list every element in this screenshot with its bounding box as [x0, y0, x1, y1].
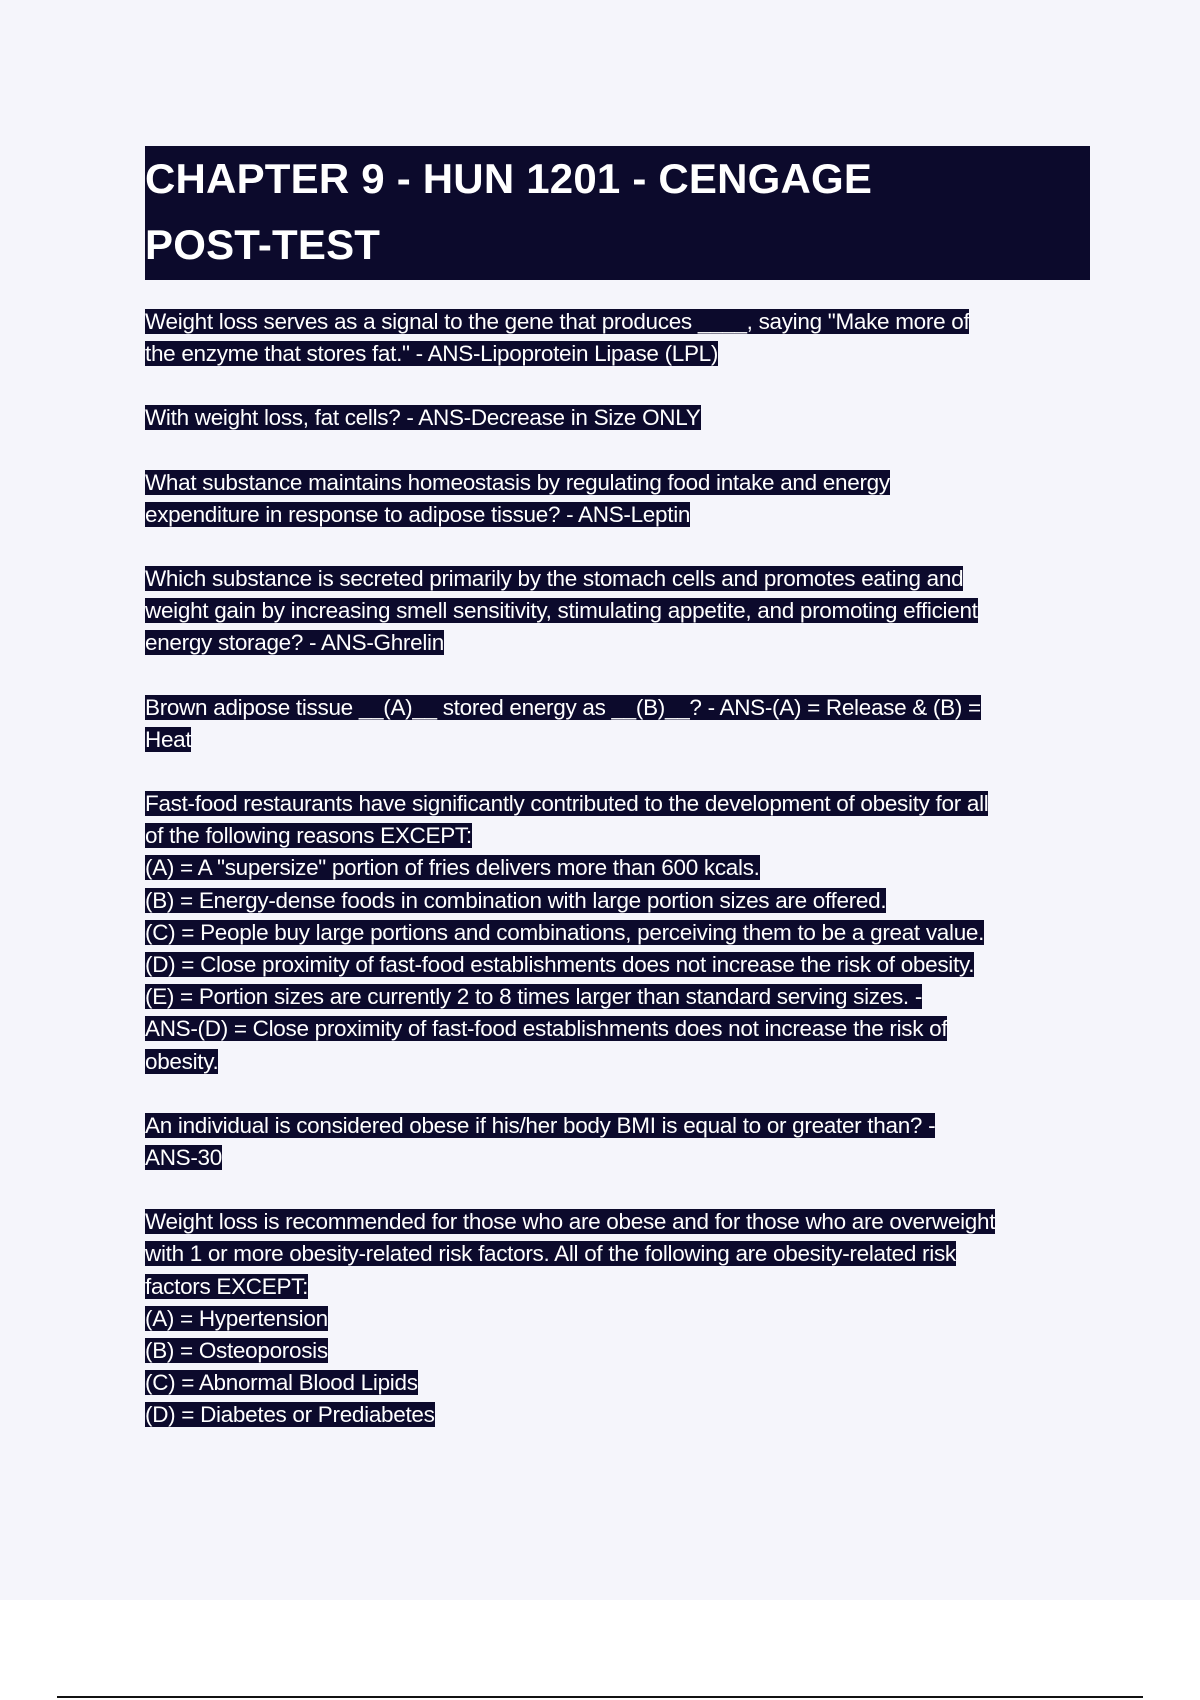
qa-line-wrap: [145, 788, 1090, 820]
qa-line: of the following reasons EXCEPT:: [145, 823, 472, 849]
footer-divider: [57, 1696, 1143, 1698]
qa-item: [145, 563, 1090, 660]
qa-line-wrap: [145, 1238, 1090, 1270]
qa-line: ANS-(D) = Close proximity of fast-food establishments does not increase the risk of: [145, 1016, 948, 1042]
qa-line-wrap: [145, 499, 1090, 531]
document-content: [145, 146, 1090, 1464]
qa-line-wrap: [145, 852, 1090, 884]
qa-line: (C) = Abnormal Blood Lipids: [145, 1370, 418, 1396]
qa-item: [145, 402, 1090, 434]
qa-line: Brown adipose tissue __(A)__ stored energy as __(B)__? - ANS-(A) = Release & (B) =: [145, 694, 981, 720]
qa-line: (E) = Portion sizes are currently 2 to 8 times larger than standard serving sizes. -: [145, 984, 923, 1010]
qa-line: (D) = Diabetes or Prediabetes: [145, 1402, 435, 1428]
qa-line-wrap: [145, 1206, 1090, 1238]
document-title: [145, 146, 1090, 280]
qa-line-wrap: [145, 1335, 1090, 1367]
qa-line: (B) = Osteoporosis: [145, 1338, 328, 1364]
qa-line: (A) = A "supersize" portion of fries delivers more than 600 kcals.: [145, 855, 760, 881]
qa-item: [145, 788, 1090, 1078]
qa-line-wrap: [145, 949, 1090, 981]
qa-line-wrap: [145, 306, 1090, 338]
qa-line-wrap: [145, 402, 1090, 434]
qa-line-wrap: [145, 820, 1090, 852]
qa-line-wrap: [145, 1303, 1090, 1335]
qa-line: factors EXCEPT:: [145, 1273, 309, 1299]
qa-line-wrap: [145, 595, 1090, 627]
qa-item: [145, 692, 1090, 756]
qa-line: (C) = People buy large portions and combinations, perceiving them to be a great value.: [145, 919, 985, 945]
qa-item: [145, 1206, 1090, 1431]
qa-line: (D) = Close proximity of fast-food establishments does not increase the risk of obesity.: [145, 952, 975, 978]
qa-line: ANS-30: [145, 1145, 222, 1171]
qa-line: Weight loss is recommended for those who are obese and for those who are overweight: [145, 1209, 996, 1235]
qa-line: Which substance is secreted primarily by the stomach cells and promotes eating and: [145, 566, 964, 592]
qa-line: weight gain by increasing smell sensitivity, stimulating appetite, and promoting efficient: [145, 598, 978, 624]
qa-line: the enzyme that stores fat." - ANS-Lipoprotein Lipase (LPL): [145, 341, 719, 367]
qa-line: Weight loss serves as a signal to the gene that produces ____, saying "Make more of: [145, 309, 970, 334]
qa-line: with 1 or more obesity-related risk factors. All of the following are obesity-related risk: [145, 1241, 956, 1267]
qa-line-wrap: [145, 563, 1090, 595]
qa-line: energy storage? - ANS-Ghrelin: [145, 630, 444, 656]
qa-item: [145, 467, 1090, 531]
qa-line-wrap: [145, 885, 1090, 917]
qa-line: (A) = Hypertension: [145, 1305, 328, 1331]
qa-line-wrap: [145, 917, 1090, 949]
qa-line-wrap: [145, 627, 1090, 659]
qa-line-wrap: [145, 1110, 1090, 1142]
question-answer-list: [145, 306, 1090, 1432]
qa-line-wrap: [145, 1046, 1090, 1078]
qa-line: An individual is considered obese if his/her body BMI is equal to or greater than? -: [145, 1112, 936, 1138]
qa-line: What substance maintains homeostasis by regulating food intake and energy: [145, 469, 890, 495]
qa-line-wrap: [145, 1271, 1090, 1303]
qa-line-wrap: [145, 724, 1090, 756]
title-line-2: POST-TEST: [145, 221, 381, 268]
qa-line-wrap: [145, 1399, 1090, 1431]
qa-line-wrap: [145, 981, 1090, 1013]
qa-line-wrap: [145, 467, 1090, 499]
page-bottom-margin: [0, 1600, 1200, 1700]
qa-line-wrap: [145, 1367, 1090, 1399]
qa-line: With weight loss, fat cells? - ANS-Decrease in Size ONLY: [145, 405, 701, 431]
title-line-1: CHAPTER 9 - HUN 1201 - CENGAGE: [145, 155, 873, 202]
qa-line: (B) = Energy-dense foods in combination with large portion sizes are offered.: [145, 887, 887, 913]
qa-line-wrap: [145, 1142, 1090, 1174]
qa-line: expenditure in response to adipose tissue? - ANS-Leptin: [145, 501, 691, 527]
qa-item: [145, 306, 1090, 370]
qa-line-wrap: [145, 338, 1090, 370]
qa-line: Heat: [145, 726, 192, 752]
qa-item: [145, 1110, 1090, 1174]
qa-line: obesity.: [145, 1048, 219, 1074]
qa-line-wrap: [145, 692, 1090, 724]
qa-line: Fast-food restaurants have significantly contributed to the development of obesity for all: [145, 791, 989, 817]
qa-line-wrap: [145, 1013, 1090, 1045]
